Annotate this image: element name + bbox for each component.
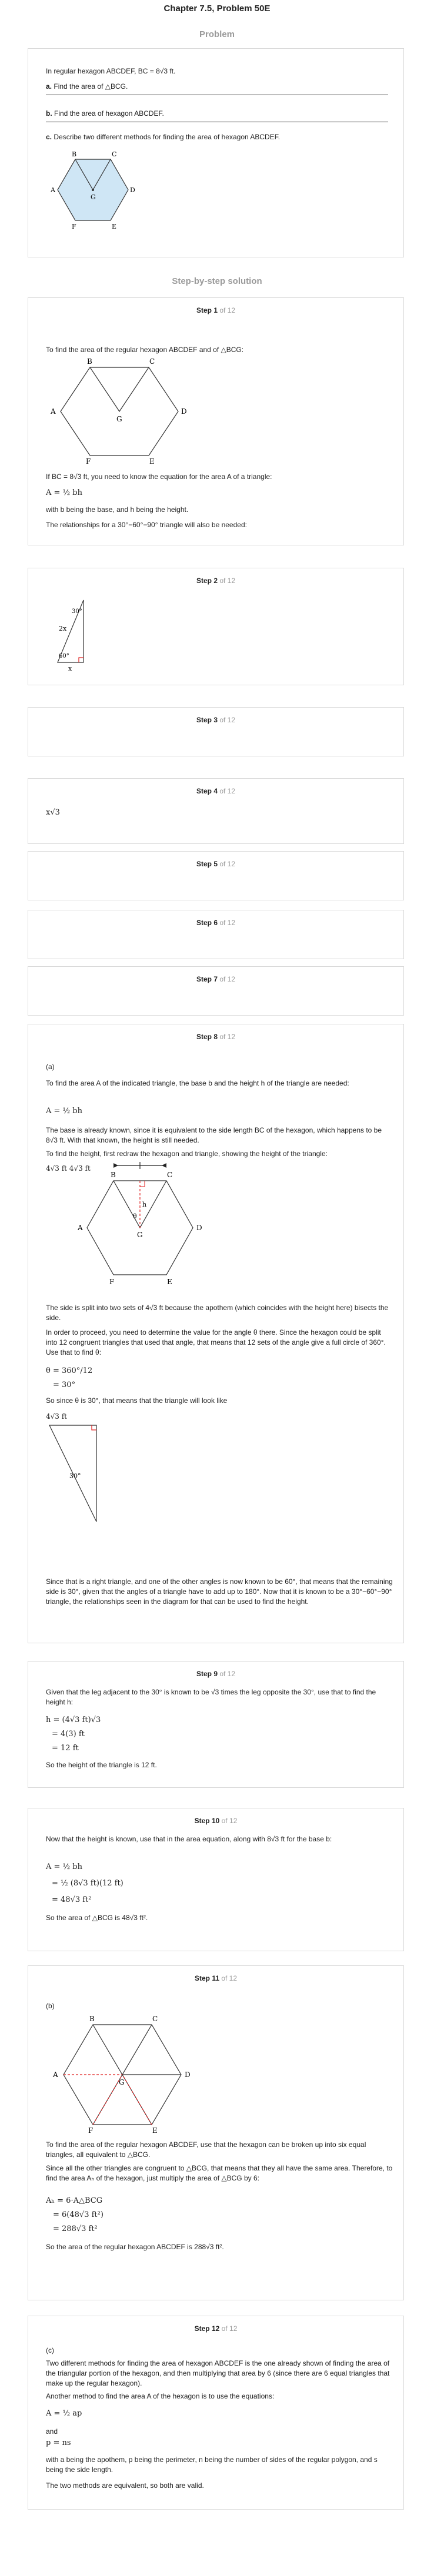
formula: = ½ (8√3 ft)(12 ft) [52, 1879, 123, 1888]
formula: = 30° [53, 1381, 76, 1389]
step-text: Another method to find the area A of the hexagon is to use the equations: [46, 2392, 275, 2400]
step-header: Step 11 of 12 [194, 1974, 238, 1982]
vertex-c-label: C [112, 150, 117, 158]
step-text: The two methods are equivalent, so both are valid. [46, 2481, 204, 2490]
step-card [28, 2316, 404, 2510]
page-title: Chapter 7.5, Problem 50E [163, 4, 271, 14]
step-text: Since all the other triangles are congruent to △BCG, that means that they all have the same area. Therefore, to find the area Aₕ of the hexagon, just multiply the area of △BCG by 6: [46, 2164, 393, 2182]
step-text: So since θ is 30°, that means that the triangle will look like [46, 1396, 228, 1405]
step-card [28, 851, 404, 900]
formula: = 48√3 ft² [52, 1895, 92, 1904]
step-text: and [46, 2427, 58, 2436]
height-label: h [142, 1201, 147, 1208]
vertex-f-label: F [72, 223, 76, 230]
problem-hexagon-figure [46, 148, 140, 237]
vertex-d-label: D [130, 186, 135, 194]
part-a-text: Find the area of △BCG. [54, 82, 128, 91]
vertex-a-label: A [53, 2071, 58, 2079]
step-card [28, 966, 404, 1016]
formula: = 4(3) ft [52, 1730, 85, 1738]
step-header: Step 2 of 12 [196, 577, 236, 585]
step-card [28, 1661, 404, 1788]
part-c-label: c. [46, 133, 52, 141]
formula: θ = 360°/12 [46, 1366, 93, 1375]
step-text: So the height of the triangle is 12 ft. [46, 1761, 157, 1769]
problem-part-b [46, 109, 393, 119]
hexagon-figure [46, 356, 199, 467]
step-value: x√3 [46, 808, 60, 817]
vertex-a-label: A [51, 407, 56, 416]
vertex-c-label: C [152, 2015, 158, 2023]
step-card [28, 1024, 404, 1643]
angle-30-label: 30° [69, 1472, 81, 1480]
problem-card [28, 48, 404, 257]
part-a-label: a. [46, 82, 52, 91]
formula: p = ns [46, 2438, 71, 2447]
formula: Aₕ = 6·A△BCG [46, 2196, 103, 2205]
vertex-g-label: G [119, 2078, 125, 2086]
step-card [28, 707, 404, 756]
formula: A = ½ bh [46, 488, 82, 497]
vertex-a-label: A [51, 186, 55, 194]
step-header: Step 8 of 12 [196, 1033, 236, 1041]
step-text: with b being the base, and h being the height. [46, 505, 189, 514]
step-card [28, 568, 404, 685]
step-text: The relationships for a 30°−60°−90° triangle will also be needed: [46, 521, 247, 529]
angle-top-label: 30° [72, 608, 82, 615]
vertex-b-label: B [111, 1171, 116, 1179]
step-text: Now that the height is known, use that in the area equation, along with 8√3 ft for the base b: [46, 1835, 332, 1843]
vertex-b-label: B [72, 150, 77, 158]
step-text: Two different methods for finding the area of hexagon ABCDEF is the one already shown of finding the area of the triangular portion of the hexagon, and then multiplying that area by 6 (since there are 6 equal triangles that make up the regular hexagon). [46, 2359, 390, 2387]
part-c-text: Describe two different methods for finding the area of hexagon ABCDEF. [54, 133, 281, 141]
step-text: The side is split into two sets of 4√3 ft because the apothem (which coincides with the height here) bisects the side. [46, 1304, 389, 1322]
step-text: Given that the leg adjacent to the 30° is known to be √3 times the leg opposite the 30°, use that to find the height h: [46, 1688, 376, 1706]
split-side-label: 4√3 ft 4√3 ft [46, 1164, 91, 1173]
vertex-e-label: E [112, 223, 117, 230]
step-text: with a being the apothem, p being the perimeter, n being the number of sides of the regular polygon, and s being the side length. [46, 2456, 378, 2474]
hexagon-height-figure [46, 1157, 228, 1301]
part-b-label: b. [46, 109, 52, 118]
formula: = 6(48√3 ft²) [53, 2210, 104, 2219]
step-text: So the area of △BCG is 48√3 ft². [46, 1914, 148, 1922]
right-triangle-figure [46, 1422, 116, 1530]
vertex-e-label: E [152, 2126, 158, 2135]
step-header: Step 10 of 12 [194, 1817, 238, 1825]
vertex-g-label: G [116, 415, 122, 423]
step-header: Step 9 of 12 [196, 1670, 236, 1678]
step-card [28, 1965, 404, 2300]
step-text: The base is already known, since it is equivalent to the side length BC of the hexagon, which happens to be 8√3 ft. With that known, the height is still needed. [46, 1126, 382, 1144]
step-text: To find the height, first redraw the hexagon and triangle, showing the height of the triangle: [46, 1150, 328, 1158]
vertex-c-label: C [149, 357, 155, 366]
angle-bottom-label: 60° [59, 653, 69, 659]
vertex-c-label: C [167, 1171, 173, 1179]
step-text: To find the area of the regular hexagon ABCDEF and of △BCG: [46, 346, 244, 354]
hexagon-triangles-figure [46, 2013, 205, 2136]
vertex-g-label: G [91, 193, 96, 201]
formula: = 288√3 ft² [53, 2225, 98, 2233]
vertex-b-label: B [87, 357, 92, 366]
problem-part-c [46, 132, 393, 142]
part-label: (c) [46, 2346, 54, 2354]
step-header: Step 5 of 12 [196, 860, 236, 868]
vertex-g-label: G [137, 1231, 143, 1239]
formula: = 12 ft [52, 1744, 79, 1753]
step-card [28, 1808, 404, 1951]
triangle-30-60-90-figure [46, 592, 111, 674]
vertex-b-label: B [89, 2015, 95, 2023]
step-card [28, 778, 404, 844]
step-header: Step 4 of 12 [196, 787, 236, 795]
formula: A = ½ bh [46, 1107, 82, 1116]
step-header: Step 3 of 12 [196, 716, 236, 724]
step-card [28, 910, 404, 959]
step-text: So the area of the regular hexagon ABCDEF is 288√3 ft². [46, 2243, 224, 2251]
step-header: Step 6 of 12 [196, 919, 236, 927]
part-b-text: Find the area of hexagon ABCDEF. [54, 109, 164, 118]
step-text: If BC = 8√3 ft, you need to know the equation for the area A of a triangle: [46, 473, 272, 481]
problem-part-a [46, 82, 393, 92]
vertex-d-label: D [196, 1224, 202, 1232]
vertex-f-label: F [86, 457, 91, 465]
part-label: (b) [46, 2002, 55, 2010]
problem-intro: In regular hexagon ABCDEF, BC = 8√3 ft. [46, 67, 176, 75]
vertex-a-label: A [78, 1224, 83, 1232]
vertex-f-label: F [109, 1278, 115, 1286]
vertex-f-label: F [88, 2126, 94, 2135]
hyp-label: 2x [59, 625, 67, 632]
formula: h = (4√3 ft)√3 [46, 1716, 101, 1724]
solution-heading: Step-by-step solution [172, 276, 262, 286]
step-text: Since that is a right triangle, and one of the other angles is now known to be 60°, that means that the remaining side is 30°, given that the angles of a triangle have to add up to 180°. Now that it is known to be a 30°−60°−90° triangle, the relationships seen in the diagram for that can be used to find the height. [46, 1577, 393, 1606]
step-text: In order to proceed, you need to determine the value for the angle θ there. Since the hexagon could be split into 12 congruent triangles that used that angle, that means that 12 sets of the angle give a full circle of 360°. Use that to find θ: [46, 1328, 386, 1356]
problem-heading: Problem [199, 29, 235, 39]
base-label: x [68, 665, 72, 672]
part-label: (a) [46, 1063, 55, 1071]
formula: A = ½ ap [46, 2409, 82, 2418]
theta-label: θ [133, 1212, 137, 1220]
step-card [28, 297, 404, 545]
vertex-e-label: E [167, 1278, 172, 1286]
vertex-d-label: D [185, 2071, 191, 2079]
tri-base-label: 4√3 ft [46, 1412, 67, 1421]
formula: A = ½ bh [46, 1863, 82, 1871]
step-header: Step 12 of 12 [194, 2324, 238, 2333]
step-text: To find the area of the regular hexagon ABCDEF, use that the hexagon can be broken up into six equal triangles, all equivalent to △BCG. [46, 2140, 366, 2159]
step-text: To find the area A of the indicated triangle, the base b and the height h of the triangle are needed: [46, 1079, 349, 1087]
step-header: Step 1 of 12 [196, 306, 236, 314]
vertex-d-label: D [181, 407, 187, 416]
vertex-e-label: E [149, 457, 155, 465]
step-header: Step 7 of 12 [196, 975, 236, 983]
